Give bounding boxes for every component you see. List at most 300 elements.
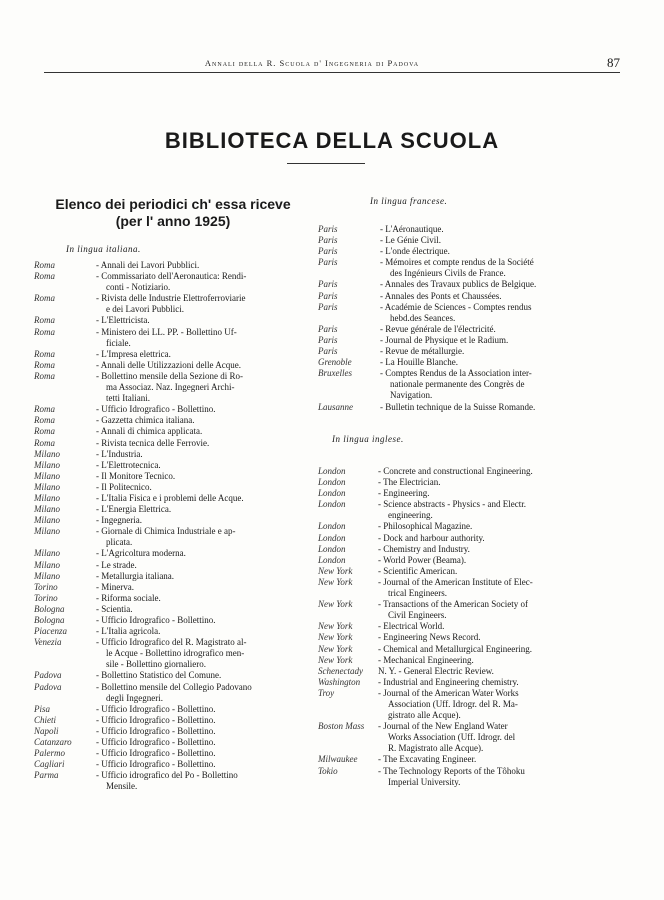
list-item: [34, 449, 302, 460]
periodical-title: [378, 533, 618, 544]
periodical-title: [96, 526, 302, 548]
periodical-title: [96, 404, 302, 415]
title-line: - L'onde électrique.: [380, 246, 450, 257]
publication-city: Paris: [318, 323, 338, 334]
list-item: [318, 577, 618, 599]
header-rule: [44, 72, 620, 73]
title-line: - Journal de Physique et le Radium.: [380, 334, 509, 345]
title-line: N. Y. - General Electric Review.: [378, 665, 494, 676]
periodical-title: [96, 315, 302, 326]
publication-city: Lausanne: [318, 401, 354, 412]
list-item: [34, 582, 302, 593]
publication-city: Bruxelles: [318, 368, 352, 379]
french-periodicals-list: [318, 224, 618, 413]
publication-city: Tokio: [318, 765, 338, 776]
title-rule: [287, 163, 365, 164]
title-line: - Journal of the New England Water: [378, 721, 508, 732]
publication-city: Milano: [34, 481, 60, 492]
title-continuation: ma Associaz. Naz. Ingegneri Archi-: [106, 382, 235, 393]
title-line: - Bollettino Statistico del Comune.: [96, 670, 222, 681]
publication-city: Milano: [34, 570, 60, 581]
title-line: - Riforma sociale.: [96, 592, 161, 603]
title-continuation: Association (Uff. Idrogr. del R. Ma-: [388, 698, 518, 709]
title-line: - Ufficio Idrografico - Bollettino.: [96, 615, 216, 625]
running-header: [44, 55, 620, 74]
publication-city: New York: [318, 599, 353, 610]
periodical-title: [380, 335, 618, 346]
periodical-title: [96, 704, 302, 715]
periodical-title: [96, 415, 302, 426]
title-line: - Industrial and Engineering chemistry.: [378, 676, 519, 687]
periodical-title: [96, 471, 302, 482]
list-item: [34, 526, 302, 548]
list-item: [34, 471, 302, 482]
publication-city: Roma: [34, 293, 55, 304]
list-item: [34, 715, 302, 726]
title-line: - Science abstracts - Physics - and Electr.: [378, 499, 526, 510]
title-line: - Ufficio Idrografico - Bollettino.: [96, 703, 216, 714]
list-item: [34, 315, 302, 326]
publication-city: London: [318, 477, 346, 488]
publication-city: Venezia: [34, 637, 62, 648]
title-line: - The Excavating Engineer.: [378, 754, 477, 765]
publication-city: Paris: [318, 346, 338, 357]
title-line: - Le Génie Civil.: [380, 235, 441, 246]
publication-city: Catanzaro: [34, 737, 72, 748]
publication-city: London: [318, 466, 346, 476]
publication-city: Padova: [34, 681, 62, 692]
publication-city: Washington: [318, 676, 361, 687]
title-continuation: ficiale.: [106, 337, 131, 348]
periodical-title: [380, 235, 618, 246]
periodical-title: [380, 368, 618, 401]
publication-city: London: [318, 499, 346, 510]
title-line: - Chemical and Metallurgical Engineering.: [378, 643, 533, 654]
periodical-title: [96, 759, 302, 770]
publication-city: Paris: [318, 246, 338, 257]
title-line: - Académie de Sciences - Comptes rendus: [380, 301, 532, 312]
publication-city: Roma: [34, 326, 55, 337]
periodical-title: [380, 224, 618, 235]
list-item: [318, 488, 618, 499]
periodical-title: [96, 571, 302, 582]
periodical-title: [96, 438, 302, 449]
title-continuation: gistrato alle Acque).: [388, 710, 461, 721]
periodical-title: [380, 402, 618, 413]
title-line: - L'Impresa elettrica.: [96, 348, 171, 359]
title-line: - Minerva.: [96, 581, 134, 592]
periodical-title: [96, 637, 302, 670]
periodical-title: [378, 754, 618, 765]
list-item: [34, 704, 302, 715]
publication-city: Torino: [34, 581, 58, 592]
publication-city: Roma: [34, 348, 55, 359]
title-line: - La Houille Blanche.: [380, 357, 458, 368]
periodical-title: [380, 291, 618, 302]
list-item: [318, 235, 618, 246]
publication-city: London: [318, 554, 346, 565]
list-item: [34, 548, 302, 559]
periodical-title: [378, 544, 618, 555]
periodical-title: [380, 357, 618, 368]
publication-city: Cagliari: [34, 759, 65, 770]
title-line: - Ufficio Idrografico - Bollettino.: [96, 759, 216, 770]
periodical-title: [96, 560, 302, 571]
list-item: [318, 257, 618, 279]
periodical-title: [96, 670, 302, 681]
list-item: [34, 670, 302, 681]
title-continuation: conti - Notiziario.: [106, 282, 171, 293]
list-item: [34, 349, 302, 360]
title-line: - L'Elettricista.: [96, 315, 150, 326]
periodical-title: [96, 715, 302, 726]
title-continuation: tetti Italiani.: [106, 393, 150, 404]
periodical-title: [378, 766, 618, 788]
list-item: [34, 360, 302, 371]
title-line: - Dock and harbour authority.: [378, 532, 485, 543]
list-item: [318, 644, 618, 655]
periodical-title: [96, 737, 302, 748]
title-line: - Concrete and constructional Engineering.: [378, 466, 533, 476]
list-item: [318, 655, 618, 666]
list-item: [34, 726, 302, 737]
periodical-title: [378, 688, 618, 721]
subtitle-line-2: (per l' anno 1925): [115, 213, 231, 229]
title-line: - Le strade.: [96, 559, 137, 570]
publication-city: Padova: [34, 670, 62, 681]
publication-city: Milano: [34, 504, 60, 515]
list-item: [318, 666, 618, 677]
publication-city: Paris: [318, 279, 338, 290]
title-line: - Scientia.: [96, 603, 133, 614]
periodical-title: [378, 666, 618, 677]
publication-city: Bologna: [34, 603, 65, 614]
title-line: - Revue générale de l'électricité.: [380, 323, 496, 334]
title-continuation: plicata.: [106, 537, 133, 548]
list-item: [34, 426, 302, 437]
publication-city: Milano: [34, 526, 60, 537]
list-item: [34, 482, 302, 493]
list-item: [34, 271, 302, 293]
publication-city: Roma: [34, 271, 55, 282]
list-item: [318, 402, 618, 413]
publication-city: Chieti: [34, 714, 56, 725]
list-item: [34, 404, 302, 415]
publication-city: Paris: [318, 301, 338, 312]
publication-city: New York: [318, 643, 353, 654]
list-item: [34, 637, 302, 670]
title-continuation: nationale permanente des Congrès de: [390, 379, 525, 390]
periodical-title: [96, 349, 302, 360]
publication-city: New York: [318, 632, 353, 643]
list-item: [34, 371, 302, 404]
list-item: [34, 293, 302, 315]
title-continuation: le Acque - Bollettino idrografico men-: [106, 648, 245, 659]
title-line: - Il Monitore Tecnico.: [96, 470, 176, 481]
list-item: [318, 279, 618, 290]
publication-city: Paris: [318, 257, 338, 268]
title-continuation: Mensile.: [106, 781, 138, 792]
list-item: [318, 555, 618, 566]
list-item: [34, 260, 302, 271]
title-line: - Engineering News Record.: [378, 632, 481, 643]
title-line: - Transactions of the American Society of: [378, 599, 528, 610]
periodical-title: [96, 260, 302, 271]
title-line: - Mémoires et compte rendus de la Société: [380, 257, 534, 268]
periodical-title: [96, 770, 302, 792]
periodical-title: [378, 555, 618, 566]
title-continuation: trical Engineers.: [388, 588, 447, 599]
title-line: - Journal of the American Institute of Elec-: [378, 576, 533, 587]
publication-city: New York: [318, 565, 353, 576]
list-item: [318, 533, 618, 544]
publication-city: New York: [318, 576, 353, 587]
subtitle: [40, 196, 306, 230]
list-item: [318, 677, 618, 688]
list-item: [318, 521, 618, 532]
publication-city: Roma: [34, 437, 55, 448]
publication-city: Paris: [318, 235, 338, 246]
title-line: - Ufficio Idrografico - Bollettino.: [96, 748, 216, 759]
list-item: [318, 599, 618, 621]
periodical-title: [96, 360, 302, 371]
list-item: [318, 754, 618, 765]
list-item: [34, 560, 302, 571]
title-line: - Annali dei Lavori Pubblici.: [96, 260, 200, 270]
list-item: [34, 493, 302, 504]
title-line: - Electrical World.: [378, 621, 445, 632]
publication-city: Schenectady: [318, 665, 363, 676]
publication-city: Paris: [318, 224, 338, 234]
publication-city: Milano: [34, 548, 60, 559]
list-item: [318, 544, 618, 555]
title-line: - Bollettino mensile del Collegio Padovano: [96, 681, 252, 692]
publication-city: Roma: [34, 426, 55, 437]
list-item: [34, 327, 302, 349]
running-title: Annali della R. Scuola d' Ingegneria di Padova: [204, 58, 420, 68]
title-continuation: sile - Bollettino giornaliero.: [106, 659, 206, 670]
periodical-title: [378, 721, 618, 754]
publication-city: Milano: [34, 459, 60, 470]
list-item: [318, 291, 618, 302]
periodical-title: [378, 566, 618, 577]
list-item: [318, 368, 618, 401]
periodical-title: [96, 460, 302, 471]
periodical-title: [96, 426, 302, 437]
publication-city: Milano: [34, 515, 60, 526]
periodical-title: [96, 271, 302, 293]
title-line: - Ufficio Idrografico - Bollettino.: [96, 725, 216, 736]
periodical-title: [378, 477, 618, 488]
title-line: - Chemistry and Industry.: [378, 543, 470, 554]
title-line: - Ufficio Idrografico - Bollettino.: [96, 737, 216, 748]
periodical-title: [96, 626, 302, 637]
periodical-title: [96, 371, 302, 404]
title-line: - L'Agricoltura moderna.: [96, 548, 186, 559]
publication-city: Roma: [34, 359, 55, 370]
publication-city: Milano: [34, 448, 60, 459]
periodical-title: [378, 488, 618, 499]
list-item: [318, 324, 618, 335]
title-line: - Scientific American.: [378, 565, 458, 576]
list-item: [34, 615, 302, 626]
publication-city: London: [318, 488, 346, 499]
publication-city: London: [318, 532, 346, 543]
publication-city: Paris: [318, 290, 338, 301]
list-item: [34, 571, 302, 582]
list-item: [318, 499, 618, 521]
publication-city: Milwaukee: [318, 754, 358, 765]
list-item: [34, 759, 302, 770]
title-line: - Giornale di Chimica Industriale e ap-: [96, 526, 236, 537]
list-item: [318, 335, 618, 346]
title-line: - Comptes Rendus de la Association inter-: [380, 368, 532, 379]
list-item: [34, 626, 302, 637]
publication-city: Torino: [34, 592, 58, 603]
title-line: - Rivista delle Industrie Elettroferroviarie: [96, 293, 246, 304]
title-line: - Il Politecnico.: [96, 481, 152, 492]
publication-city: Paris: [318, 334, 338, 345]
periodical-title: [378, 521, 618, 532]
periodical-title: [96, 682, 302, 704]
title-line: - Annales des Travaux publics de Belgique.: [380, 279, 537, 290]
periodical-title: [96, 604, 302, 615]
title-line: - L'Italia agricola.: [96, 626, 161, 637]
publication-city: London: [318, 521, 346, 532]
title-continuation: Civil Engineers.: [388, 610, 447, 621]
title-continuation: Imperial University.: [388, 776, 461, 787]
italian-periodicals-list: [34, 260, 302, 793]
title-continuation: engineering.: [388, 510, 433, 521]
periodical-title: [380, 324, 618, 335]
list-item: [34, 515, 302, 526]
title-line: - Ufficio Idrografico - Bollettino.: [96, 714, 216, 725]
periodical-title: [96, 726, 302, 737]
list-item: [34, 682, 302, 704]
page-number: 87: [607, 55, 620, 70]
publication-city: Roma: [34, 260, 55, 270]
periodical-title: [96, 327, 302, 349]
periodical-title: [378, 644, 618, 655]
periodical-title: [378, 577, 618, 599]
list-item: [34, 737, 302, 748]
list-item: [318, 302, 618, 324]
periodical-title: [96, 548, 302, 559]
list-item: [318, 688, 618, 721]
list-item: [318, 766, 618, 788]
publication-city: Roma: [34, 315, 55, 326]
list-item: [318, 224, 618, 235]
periodical-title: [378, 677, 618, 688]
title-continuation: Works Association (Uff. Idrogr. del: [388, 732, 516, 743]
publication-city: Piacenza: [34, 626, 67, 637]
list-item: [318, 621, 618, 632]
title-continuation: Navigation.: [390, 390, 433, 401]
title-line: - L'Elettrotecnica.: [96, 459, 161, 470]
periodical-title: [380, 246, 618, 257]
title-continuation: hebd.des Seances.: [390, 312, 456, 323]
list-item: [34, 593, 302, 604]
title-line: - Mechanical Engineering.: [378, 654, 474, 665]
periodical-title: [378, 499, 618, 521]
publication-city: New York: [318, 621, 353, 632]
publication-city: Pisa: [34, 703, 51, 714]
periodical-title: [380, 302, 618, 324]
title-line: - The Technology Reports of the Tôhoku: [378, 765, 525, 776]
page-title: BIBLIOTECA DELLA SCUOLA: [164, 128, 500, 153]
section-heading-french: In lingua francese.: [370, 196, 448, 206]
title-line: - L'Italia Fisica e i problemi delle Acque.: [96, 492, 244, 503]
periodical-title: [96, 493, 302, 504]
list-item: [34, 460, 302, 471]
periodical-title: [96, 748, 302, 759]
periodical-title: [96, 293, 302, 315]
publication-city: Parma: [34, 770, 59, 781]
publication-city: Troy: [318, 687, 335, 698]
title-line: - Annali di chimica applicata.: [96, 426, 203, 437]
list-item: [318, 346, 618, 357]
title-line: - The Electrician.: [378, 477, 441, 488]
publication-city: Grenoble: [318, 357, 352, 368]
publication-city: Napoli: [34, 725, 59, 736]
periodical-title: [96, 482, 302, 493]
periodical-title: [96, 593, 302, 604]
periodical-title: [96, 615, 302, 626]
title-line: - Commissariato dell'Aeronautica: Rendi-: [96, 271, 247, 282]
title-line: - Ufficio Idrografico del R. Magistrato al-: [96, 637, 247, 648]
publication-city: Bologna: [34, 615, 65, 625]
english-periodicals-list: [318, 466, 618, 788]
periodical-title: [380, 279, 618, 290]
title-line: - L'Energia Elettrica.: [96, 504, 172, 515]
title-line: - Annales des Ponts et Chaussées.: [380, 290, 502, 301]
list-item: [34, 770, 302, 792]
list-item: [34, 504, 302, 515]
title-continuation: des Ingénieurs Civils de France.: [390, 268, 506, 279]
periodical-title: [96, 504, 302, 515]
periodical-title: [96, 582, 302, 593]
publication-city: London: [318, 543, 346, 554]
title-line: - Bollettino mensile della Sezione di Ro-: [96, 370, 243, 381]
title-line: - Bulletin technique de la Suisse Romande.: [380, 401, 536, 412]
title-line: - Ufficio idrografico del Po - Bollettino: [96, 770, 238, 781]
title-continuation: R. Magistrato alle Acque).: [388, 743, 484, 754]
list-item: [34, 415, 302, 426]
title-line: - Rivista tecnica delle Ferrovie.: [96, 437, 210, 448]
list-item: [34, 438, 302, 449]
list-item: [318, 357, 618, 368]
periodical-title: [96, 449, 302, 460]
title-line: - Engineering.: [378, 488, 430, 499]
publication-city: Milano: [34, 559, 60, 570]
title-line: - Ufficio Idrografico - Bollettino.: [96, 404, 216, 415]
section-heading-english: In lingua inglese.: [332, 434, 404, 444]
title-line: - Gazzetta chimica italiana.: [96, 415, 195, 426]
list-item: [318, 566, 618, 577]
subtitle-line-1: Elenco dei periodici ch' essa riceve: [55, 196, 291, 212]
title-line: - World Power (Beama).: [378, 554, 467, 565]
periodical-title: [378, 655, 618, 666]
title-line: - Metallurgia italiana.: [96, 570, 175, 581]
publication-city: Milano: [34, 470, 60, 481]
periodical-title: [378, 599, 618, 621]
publication-city: New York: [318, 654, 353, 665]
list-item: [318, 466, 618, 477]
section-heading-italian: In lingua italiana.: [66, 244, 141, 254]
title-line: - Ministero dei LL. PP. - Bollettino Uf-: [96, 326, 237, 337]
periodical-title: [380, 346, 618, 357]
periodical-title: [380, 257, 618, 279]
